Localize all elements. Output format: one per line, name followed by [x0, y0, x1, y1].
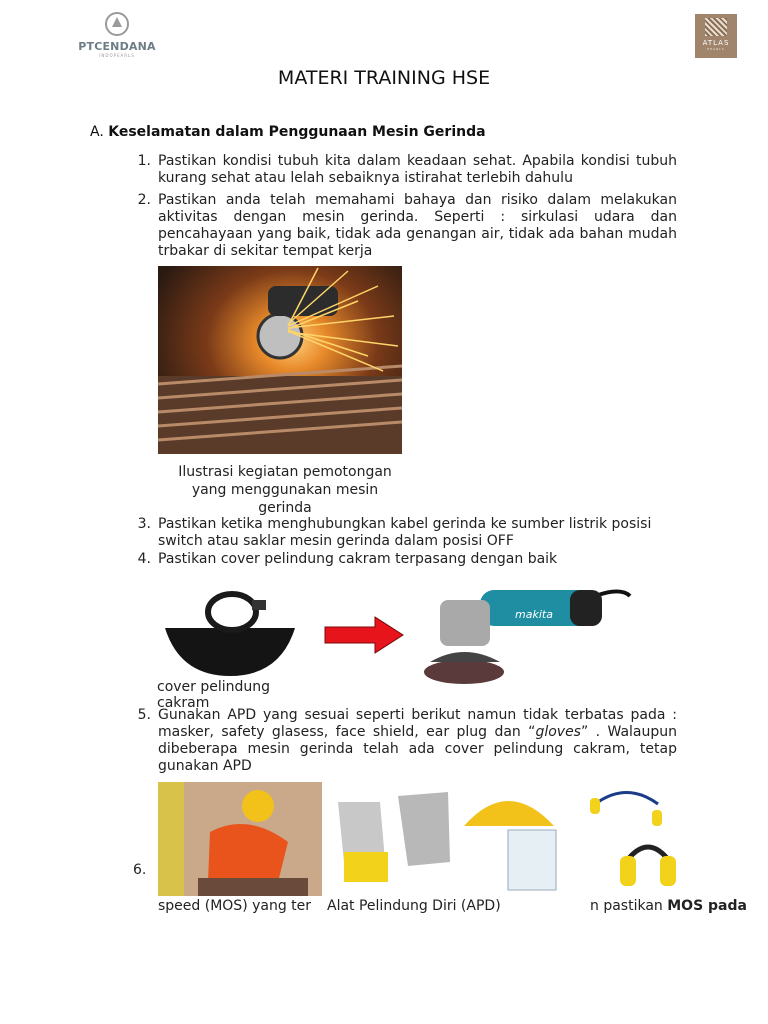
- face-shield-helmet-image: [458, 782, 568, 896]
- atlas-logo: [695, 14, 737, 58]
- item-number: 6.: [133, 862, 147, 878]
- item-text: Pastikan kondisi tubuh kita dalam keadaan sehat. Apabila kondisi tubuh kurang sehat atau lelah sebaiknya istirahat terlebih dahulu: [158, 153, 677, 186]
- item-text: Pastikan ketika menghubungkan kabel gerinda ke sumber listrik posisi switch atau saklar mesin gerinda dalam posisi OFF: [158, 516, 652, 549]
- atlas-logo-name: ATLAS: [702, 39, 730, 47]
- section-title: Keselamatan dalam Penggunaan Mesin Gerinda: [108, 124, 486, 140]
- ptcendana-logo: [78, 10, 156, 62]
- item-number: 2.: [137, 192, 151, 208]
- ppe-collage: [158, 782, 678, 896]
- grinder-disc: [258, 314, 302, 358]
- fragment-normal: n pastikan: [590, 898, 668, 914]
- spark-lines: [288, 268, 398, 371]
- item-text-part: ” . Walaupun dibeberapa mesin gerinda telah ada cover pelindung cakram, tetap gunakan APD: [158, 724, 677, 774]
- item-text-fragment: speed (MOS) yang ter: [158, 898, 312, 914]
- guard-clamp: [208, 594, 256, 630]
- section-letter: A.: [90, 124, 104, 140]
- item-text: [158, 707, 677, 775]
- disc-guard-image: [160, 588, 300, 678]
- item-number: 5.: [137, 707, 151, 723]
- apd-caption: Alat Pelindung Diri (APD): [327, 898, 501, 914]
- logo-name: PTCENDANA: [78, 40, 156, 53]
- item-text: Pastikan cover pelindung cakram terpasang dengan baik: [158, 551, 558, 567]
- grinder-disc: [424, 660, 504, 684]
- grinder-gear-head: [440, 600, 490, 646]
- fragment-bold: MOS pada: [667, 898, 747, 914]
- angle-grinder-image: [420, 576, 634, 688]
- atlas-gem-icon: [705, 18, 727, 36]
- item-text-fragment: [590, 898, 747, 914]
- item-number: 4.: [137, 551, 151, 567]
- brand-label: makita: [515, 608, 553, 621]
- cover-caption: cover pelindung cakram: [157, 679, 271, 711]
- clamp-screw: [252, 600, 266, 610]
- worker-photo: [158, 782, 322, 896]
- atlas-logo-tagline: PEARLS: [707, 47, 725, 51]
- grinder-guard: [430, 652, 500, 662]
- item-number: 3.: [137, 516, 151, 532]
- ear-protection-image: [568, 782, 678, 896]
- grinding-sparks-photo: [158, 266, 402, 454]
- cendana-mark-icon: [105, 12, 129, 36]
- photo-caption: Ilustrasi kegiatan pemotongan yang menggunakan mesin gerinda: [178, 464, 392, 516]
- item-text: Pastikan anda telah memahami bahaya dan risiko dalam melakukan aktivitas dengan mesin gerinda. Seperti : sirkulasi udara dan pencahayaan yang baik, tidak ada genangan air, tidak ada bahan mudah trbakar di sekitar tempat kerja: [158, 192, 677, 259]
- arrow-right-icon: [325, 617, 403, 653]
- sparks-illustration: [158, 266, 402, 454]
- section-heading: [90, 124, 486, 140]
- grinder-tail: [570, 590, 602, 626]
- item-text-italic: gloves: [535, 724, 581, 740]
- page-title: MATERI TRAINING HSE: [277, 67, 491, 89]
- logo-tagline: INDOPEARLS: [99, 53, 135, 58]
- item-text-part: Gunakan APD yang sesuai seperti berikut namun tidak terbatas pada : masker, safety glasess, face shield, ear plug dan “: [158, 707, 677, 740]
- item-number: 1.: [137, 153, 151, 169]
- guard-shell: [165, 628, 295, 676]
- gloves-image: [322, 782, 458, 896]
